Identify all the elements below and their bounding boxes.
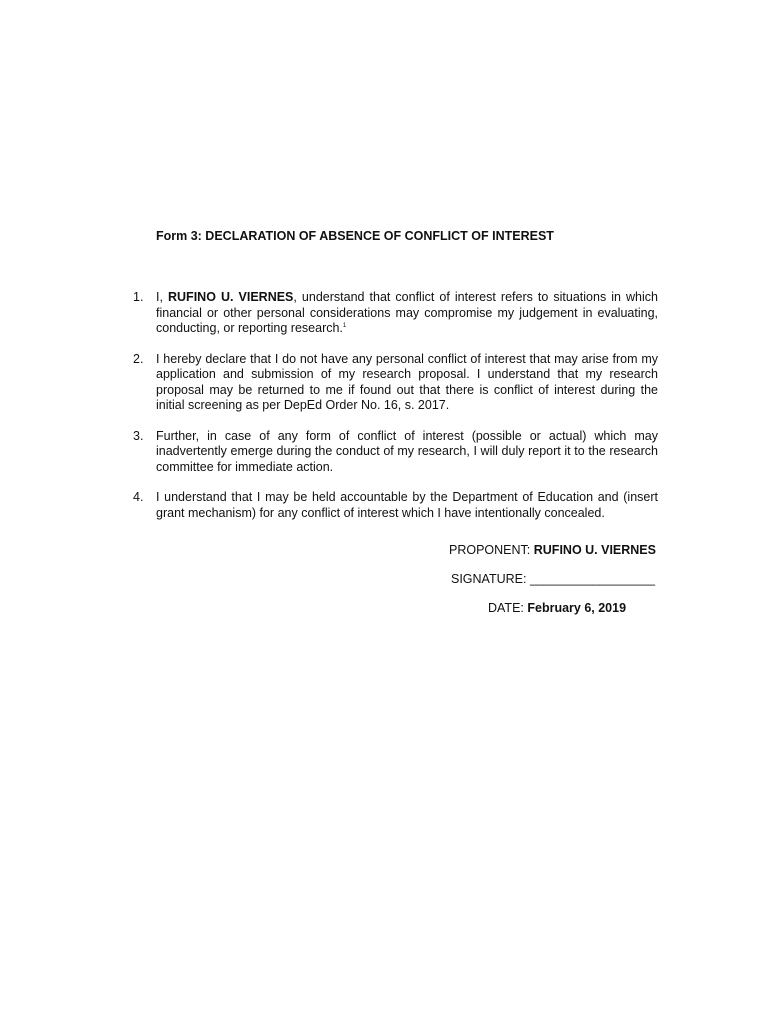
signature-blank: __________________ — [529, 572, 656, 586]
list-item — [133, 290, 658, 337]
form-title: Form 3: DECLARATION OF ABSENCE OF CONFLICT OF INTEREST — [156, 229, 554, 243]
date-line — [488, 601, 626, 615]
proponent-line — [449, 543, 656, 557]
declaration-list — [133, 290, 658, 536]
list-item — [133, 429, 658, 476]
item-body: , understand that conflict of interest refers to situations in which financial or other personal considerations may compromise my judgement in evaluating, conducting, or reporting research. — [156, 290, 658, 335]
item-number: 4. — [133, 490, 144, 504]
signature-label: SIGNATURE: — [451, 572, 530, 586]
item-number: 1. — [133, 290, 144, 304]
list-item — [133, 352, 658, 414]
item-text: I hereby declare that I do not have any personal conflict of interest that may arise from my application and submission of my research proposal. I understand that my research proposal may be returned to me if found out that there is conflict of interest during the initial screening as per DepEd Order No. 16, s. 2017. — [156, 351, 658, 412]
footnote-marker: 1 — [342, 322, 347, 329]
proponent-name: RUFINO U. VIERNES — [533, 543, 656, 557]
list-item — [133, 490, 658, 521]
signature-line — [451, 572, 655, 586]
item-text: Further, in case of any form of conflict of interest (possible or actual) which may inadvertently emerge during the conduct of my research, I will duly report it to the research committee for immediate action. — [156, 428, 658, 474]
declarant-name: RUFINO U. VIERNES — [168, 290, 294, 304]
item-text — [156, 290, 658, 337]
proponent-label: PROPONENT: — [449, 543, 534, 557]
date-label: DATE: — [488, 601, 528, 615]
item-number: 3. — [133, 428, 144, 443]
item-number: 2. — [133, 351, 144, 366]
item-prefix: I, — [156, 290, 168, 304]
date-value: February 6, 2019 — [527, 601, 627, 615]
item-text: I understand that I may be held accountable by the Department of Education and (insert grant mechanism) for any conflict of interest which I have intentionally concealed. — [156, 490, 658, 520]
